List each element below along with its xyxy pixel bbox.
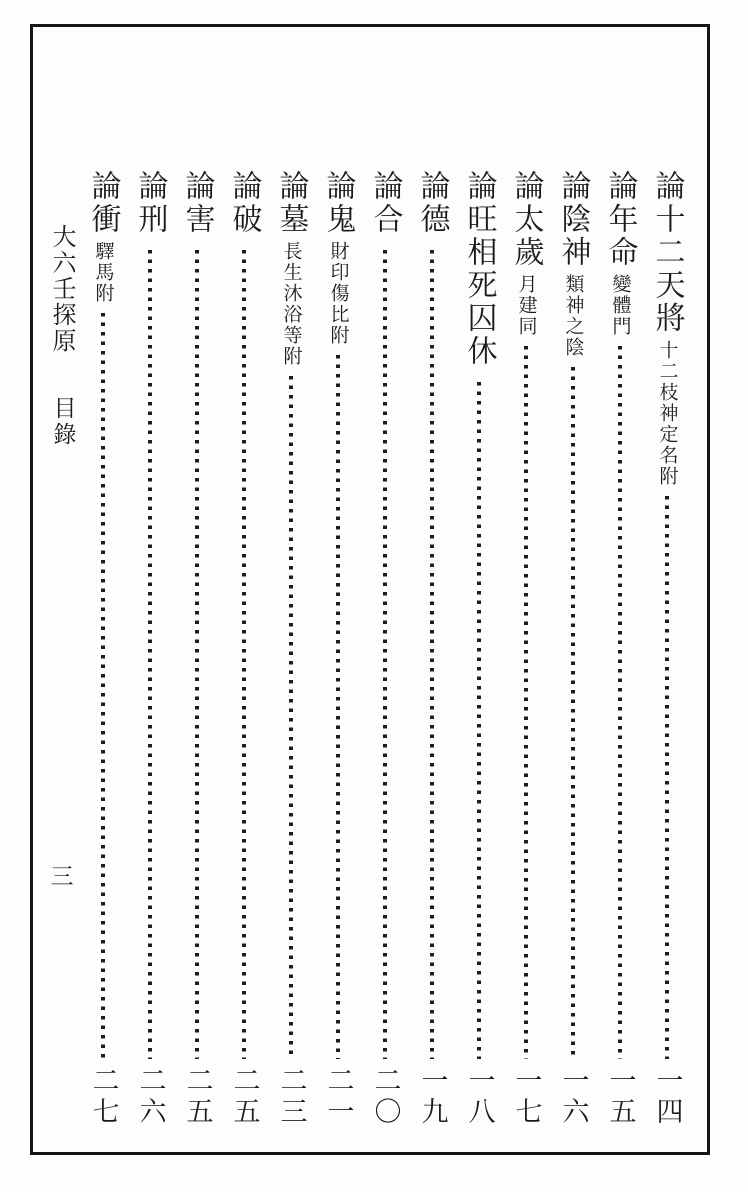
dotted-leader xyxy=(101,313,105,1059)
entry-title: 論刑 xyxy=(132,170,168,236)
page-number: 二六 xyxy=(134,1066,166,1128)
dotted-leader xyxy=(289,376,293,1059)
entry-title: 論衝 xyxy=(85,170,121,236)
entry-title: 論鬼 xyxy=(320,170,356,236)
entry-note: 十二枝神定名附 xyxy=(656,340,679,487)
margin-title-block xyxy=(46,224,78,448)
dotted-leader xyxy=(524,346,528,1059)
dotted-leader xyxy=(618,346,622,1059)
dotted-leader xyxy=(336,355,340,1059)
entry-title: 論害 xyxy=(179,170,215,236)
toc-entry xyxy=(602,170,638,1128)
entry-title: 論年命 xyxy=(602,170,638,269)
page-number: 二五 xyxy=(228,1066,260,1128)
page-number: 二一 xyxy=(322,1066,354,1128)
toc-entry xyxy=(367,170,403,1128)
toc-entry xyxy=(320,170,356,1128)
entry-note: 類神之陰 xyxy=(562,274,585,358)
entry-note: 變體門 xyxy=(609,274,632,337)
page-number: 一七 xyxy=(510,1066,542,1128)
toc-entry xyxy=(179,170,215,1128)
section-label: 目錄 xyxy=(49,396,76,448)
page-number: 二七 xyxy=(87,1066,119,1128)
toc-entry xyxy=(508,170,544,1128)
toc-entry xyxy=(649,170,685,1128)
page-number: 二〇 xyxy=(369,1066,401,1128)
page-number: 二五 xyxy=(181,1066,213,1128)
dotted-leader xyxy=(430,250,434,1059)
dotted-leader xyxy=(477,382,481,1059)
entry-title: 論太歲 xyxy=(508,170,544,269)
dotted-leader xyxy=(665,496,669,1059)
dotted-leader xyxy=(148,250,152,1059)
entry-title: 論德 xyxy=(414,170,450,236)
entry-title: 論合 xyxy=(367,170,403,236)
folio-number: 三 xyxy=(50,864,74,890)
page-number: 一四 xyxy=(651,1066,683,1128)
toc-entry xyxy=(85,170,121,1128)
toc-column-list xyxy=(85,170,685,1128)
toc-entry xyxy=(414,170,450,1128)
entry-title: 論破 xyxy=(226,170,262,236)
entry-title: 論墓 xyxy=(273,170,309,236)
page-number: 一九 xyxy=(416,1066,448,1128)
entry-title: 論陰神 xyxy=(555,170,591,269)
toc-entry xyxy=(132,170,168,1128)
entry-title: 論旺相死囚休 xyxy=(461,170,497,368)
book-title: 大六壬探原 xyxy=(48,224,76,354)
entry-note: 月建同 xyxy=(515,274,538,337)
dotted-leader xyxy=(383,250,387,1059)
toc-entry xyxy=(273,170,309,1128)
page-number: 一五 xyxy=(604,1066,636,1128)
page-number: 一八 xyxy=(463,1066,495,1128)
entry-title: 論十二天將 xyxy=(649,170,685,335)
entry-note: 驛馬附 xyxy=(92,241,115,304)
page-number: 二三 xyxy=(275,1066,307,1128)
dotted-leader xyxy=(571,367,575,1059)
page-number: 一六 xyxy=(557,1066,589,1128)
dotted-leader xyxy=(195,250,199,1059)
toc-entry xyxy=(555,170,591,1128)
entry-note: 財印傷比附 xyxy=(327,241,350,346)
toc-entry xyxy=(226,170,262,1128)
toc-entry xyxy=(461,170,497,1128)
entry-note: 長生沐浴等附 xyxy=(280,241,303,367)
dotted-leader xyxy=(242,250,246,1059)
